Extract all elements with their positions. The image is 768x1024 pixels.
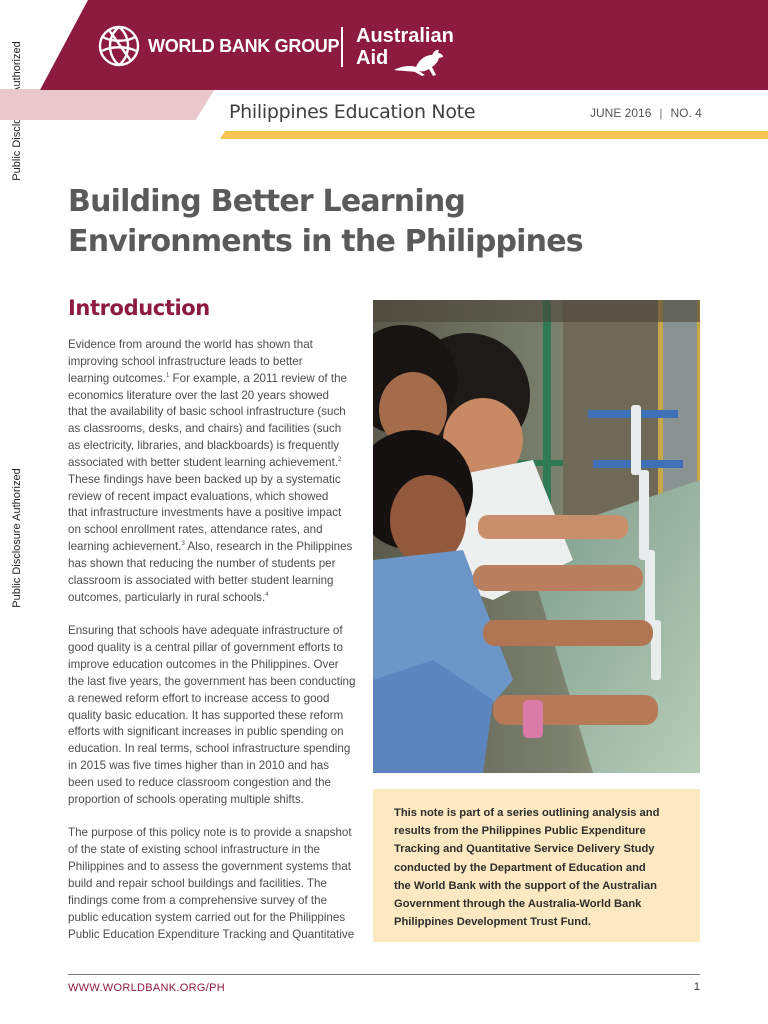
- body-line: [68, 792, 358, 809]
- title-line: Environments in the Philippines: [68, 224, 583, 259]
- body-line-text: proportion of schools operating multiple shifts.: [68, 792, 304, 806]
- world-bank-group-logo: WORLD BANK GROUP: [148, 36, 340, 56]
- body-line-text: build and repair school buildings and facilities. The: [68, 877, 327, 890]
- issue-number: NO. 4: [670, 106, 702, 120]
- body-line-text: associated with better student learning achievement.: [68, 455, 339, 469]
- kangaroo-icon: [392, 46, 446, 78]
- body-line-text: outcomes, particularly in rural schools.: [68, 590, 266, 604]
- section-heading: Introduction: [68, 296, 210, 320]
- body-line: [68, 876, 358, 893]
- body-line-text: economics literature over the last 20 years showed: [68, 388, 329, 402]
- body-line: [68, 472, 358, 489]
- body-line: [68, 893, 358, 910]
- body-line: [68, 371, 358, 388]
- issue-info: [590, 105, 702, 121]
- body-line: [68, 354, 358, 371]
- body-line: [68, 337, 358, 354]
- body-line-text: findings come from a comprehensive survey of the: [68, 893, 328, 907]
- footnote-marker: 2: [338, 456, 342, 463]
- body-text: [68, 337, 358, 943]
- body-line-text: improving school infrastructure leads to better: [68, 354, 303, 368]
- body-line-text: the last five years, the government has been conducting: [68, 674, 356, 688]
- body-line: [68, 708, 358, 725]
- series-title: Philippines Education Note: [229, 101, 476, 123]
- note-line: Philippines Development Trust Fund.: [394, 916, 592, 929]
- body-line: [68, 489, 358, 506]
- body-line-text: Public Education Expenditure Tracking and Quantitative: [68, 927, 355, 941]
- body-line-text: good quality is a central pillar of government efforts to: [68, 641, 343, 655]
- body-line-text: as classrooms, desks, and chairs) and facilities (such: [68, 422, 342, 436]
- body-line-text: been used to reduce classroom congestion and the: [68, 775, 331, 789]
- body-line: [68, 825, 358, 842]
- globe-icon: [97, 24, 141, 68]
- body-line-text: classroom is associated with better student learning: [68, 573, 334, 587]
- body-line: [68, 539, 358, 556]
- body-line: [68, 657, 358, 674]
- body-line-text: These findings have been backed up by a systematic: [68, 472, 341, 486]
- body-line: [68, 573, 358, 590]
- footer-website-link[interactable]: WWW.WORLDBANK.ORG/PH: [68, 982, 225, 994]
- note-line: results from the Philippines Public Expenditure: [394, 825, 646, 838]
- note-line: Government through the Australia-World Bank: [394, 897, 642, 910]
- body-line-text: that the availability of basic school infrastructure (such: [68, 405, 346, 419]
- body-line-text: has shown that reducing the number of students per: [68, 556, 336, 570]
- body-line: [68, 640, 358, 657]
- body-line-text: efforts with significant increases in public spending on: [68, 725, 344, 739]
- body-line: [68, 741, 358, 758]
- body-line-text: Also, research in the Philippines: [184, 540, 353, 554]
- body-line: [68, 623, 358, 640]
- body-line-text: learning outcomes.: [68, 371, 166, 385]
- body-line-text: public education system carried out for the Philippines: [68, 910, 346, 924]
- body-line: [68, 910, 358, 927]
- aid-line-2: Aid: [356, 47, 389, 69]
- body-line: [68, 522, 358, 539]
- body-line-text: on school enrollment rates, attendance rates, and: [68, 523, 323, 537]
- note-line: conducted by the Department of Education and: [394, 861, 646, 874]
- logo-divider: [341, 27, 343, 67]
- note-line: This note is part of a series outlining analysis and: [394, 807, 660, 819]
- body-line-text: review of recent impact evaluations, which showed: [68, 489, 329, 503]
- body-line: [68, 775, 358, 792]
- body-line: [68, 556, 358, 573]
- paragraph-gap: [68, 809, 358, 826]
- footnote-marker: 4: [265, 591, 269, 598]
- body-line: [68, 691, 358, 708]
- gold-rule: [220, 131, 768, 139]
- issue-date: JUNE 2016: [590, 106, 652, 120]
- body-line: [68, 438, 358, 455]
- body-line: [68, 674, 358, 691]
- series-note-box: [373, 789, 700, 942]
- disclosure-label: Public Disclosure Authorized: [11, 468, 23, 608]
- note-line: the World Bank with the support of the Australian: [394, 879, 657, 892]
- body-line-text: For example, a 2011 review of the: [169, 371, 347, 385]
- body-line: [68, 758, 358, 775]
- body-line: [68, 724, 358, 741]
- body-line-text: of the state of existing school infrastructure in the: [68, 843, 320, 857]
- body-line-text: The purpose of this policy note is to provide a snapshot: [68, 826, 352, 840]
- body-line: [68, 859, 358, 876]
- body-line-text: Evidence from around the world has shown that: [68, 338, 313, 351]
- paragraph-gap: [68, 607, 358, 624]
- title-line: Building Better Learning: [68, 184, 466, 219]
- body-line-text: Ensuring that schools have adequate infrastructure of: [68, 624, 343, 638]
- body-line-text: Philippines and to assess the government systems that: [68, 860, 351, 874]
- body-line: [68, 927, 358, 944]
- note-line: Tracking and Quantitative Service Delivery Study: [394, 843, 655, 856]
- cover-photo: [373, 300, 700, 773]
- body-line-text: in 2015 was five times higher than in 2010 and has: [68, 759, 330, 773]
- body-line: [68, 455, 358, 472]
- body-line-text: quality basic education. It has supported these reform: [68, 708, 344, 722]
- body-line: [68, 505, 358, 522]
- footnote-marker: 1: [165, 372, 170, 379]
- body-line-text: education. In real terms, school infrastructure spending: [68, 742, 351, 756]
- page-title: [68, 182, 688, 262]
- series-note-text: [394, 804, 694, 931]
- body-line: [68, 590, 358, 607]
- body-line: [68, 421, 358, 438]
- footer-divider: [68, 974, 700, 975]
- body-line-text: that infrastructure investments have a positive impact: [68, 506, 342, 520]
- body-line: [68, 388, 358, 405]
- banner-accent: [0, 89, 215, 120]
- page-number: 1: [693, 981, 700, 993]
- body-line: [68, 842, 358, 859]
- issue-separator: |: [659, 106, 663, 120]
- body-line-text: as electricity, libraries, and blackboards) is frequently: [68, 439, 340, 453]
- body-line-text: learning achievement.: [68, 540, 182, 554]
- body-line: [68, 404, 358, 421]
- children-washing-hands-photo: [373, 300, 700, 773]
- body-line-text: improve education outcomes in the Philippines. Over: [68, 658, 339, 672]
- body-line-text: a renewed reform effort to increase access to good: [68, 691, 330, 705]
- footnote-marker: 3: [181, 541, 185, 548]
- aid-line-1: Australian: [356, 25, 454, 47]
